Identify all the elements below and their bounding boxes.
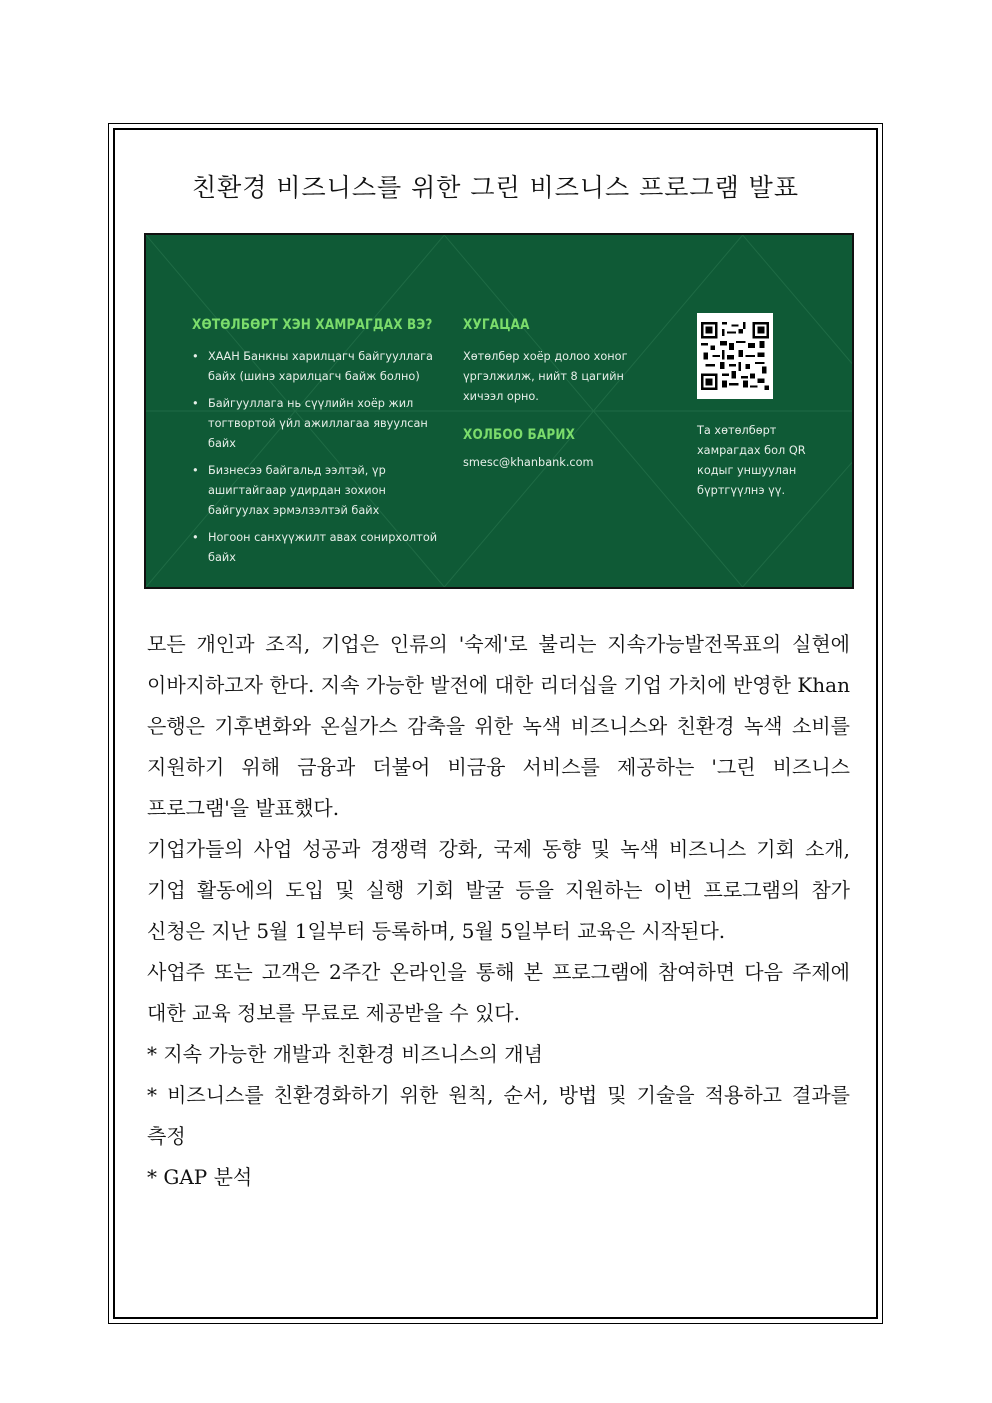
- article-body: [147, 624, 850, 1198]
- document-inner-frame: [113, 128, 878, 1319]
- qr-column: [697, 313, 827, 501]
- list-item: * 지속 가능한 개발과 친환경 비즈니스의 개념: [147, 1042, 543, 1066]
- eligibility-column: [192, 317, 442, 575]
- qr-code-icon: [697, 313, 773, 399]
- paragraph: 기업가들의 사업 성공과 경쟁력 강화, 국제 동향 및 녹색 비즈니스 기회 소개, 기업 활동에의 도입 및 실행 기회 발굴 등을 지원하는 이번 프로그램의 참가 신청은 지난 5월 1일부터 등록하며, 5월 5일부터 교육은 시작된다.: [147, 837, 850, 943]
- eligibility-list: [192, 347, 442, 568]
- eligibility-item: • Ногоон санхүүжилт авах сонирхолтой байх: [192, 528, 442, 568]
- paragraph: 모든 개인과 조직, 기업은 인류의 '숙제'로 불리는 지속가능발전목표의 실현에 이바지하고자 한다. 지속 가능한 발전에 대한 리더십을 기업 가치에 반영한 Khan 은행은 기후변화와 온실가스 감축을 위한 녹색 비즈니스와 친환경 녹색 소비를 지원하기 위해 금융과 더불어 비금융 서비스를 제공하는 '그린 비즈니스 프로그램'을 발표했다.: [147, 632, 850, 820]
- list-item: * 비즈니스를 친환경화하기 위한 원칙, 순서, 방법 및 기술을 적용하고 결과를 측정: [147, 1083, 850, 1148]
- program-banner-image: [144, 233, 854, 589]
- eligibility-item: • Бизнесээ байгальд ээлтэй, үр ашигтайгаар удирдан зохион байгуулах эрмэлзэлтэй байх: [192, 461, 442, 521]
- duration-text: Хөтөлбөр хоёр долоо хоног үргэлжилж, нийт 8 цагийн хичээл орно.: [463, 350, 628, 403]
- paragraph: 사업주 또는 고객은 2주간 온라인을 통해 본 프로그램에 참여하면 다음 주제에 대한 교육 정보를 무료로 제공받을 수 있다.: [147, 960, 850, 1025]
- page-title: 친환경 비즈니스를 위한 그린 비즈니스 프로그램 발표: [192, 173, 799, 202]
- duration-heading: ХУГАЦАА: [463, 317, 530, 333]
- eligibility-item: • ХААН Банкны харилцагч байгууллага байх (шинэ харилцагч байж болно): [192, 347, 442, 387]
- contact-email: smesc@khanbank.com: [463, 456, 594, 469]
- eligibility-heading: ХӨТӨЛБӨРТ ХЭН ХАМРАГДАХ ВЭ?: [192, 317, 433, 333]
- list-item: * GAP 분석: [147, 1165, 253, 1189]
- eligibility-item: • Байгууллага нь сүүлийн хоёр жил тогтвортой үйл ажиллагаа явуулсан байх: [192, 394, 442, 454]
- duration-contact-column: [463, 317, 663, 473]
- contact-heading: ХОЛБОО БАРИХ: [463, 427, 576, 443]
- qr-instruction-text: Та хөтөлбөрт хамрагдах бол QR кодыг уншуулан бүртгүүлнэ үү.: [697, 424, 806, 497]
- document-frame: [108, 123, 883, 1324]
